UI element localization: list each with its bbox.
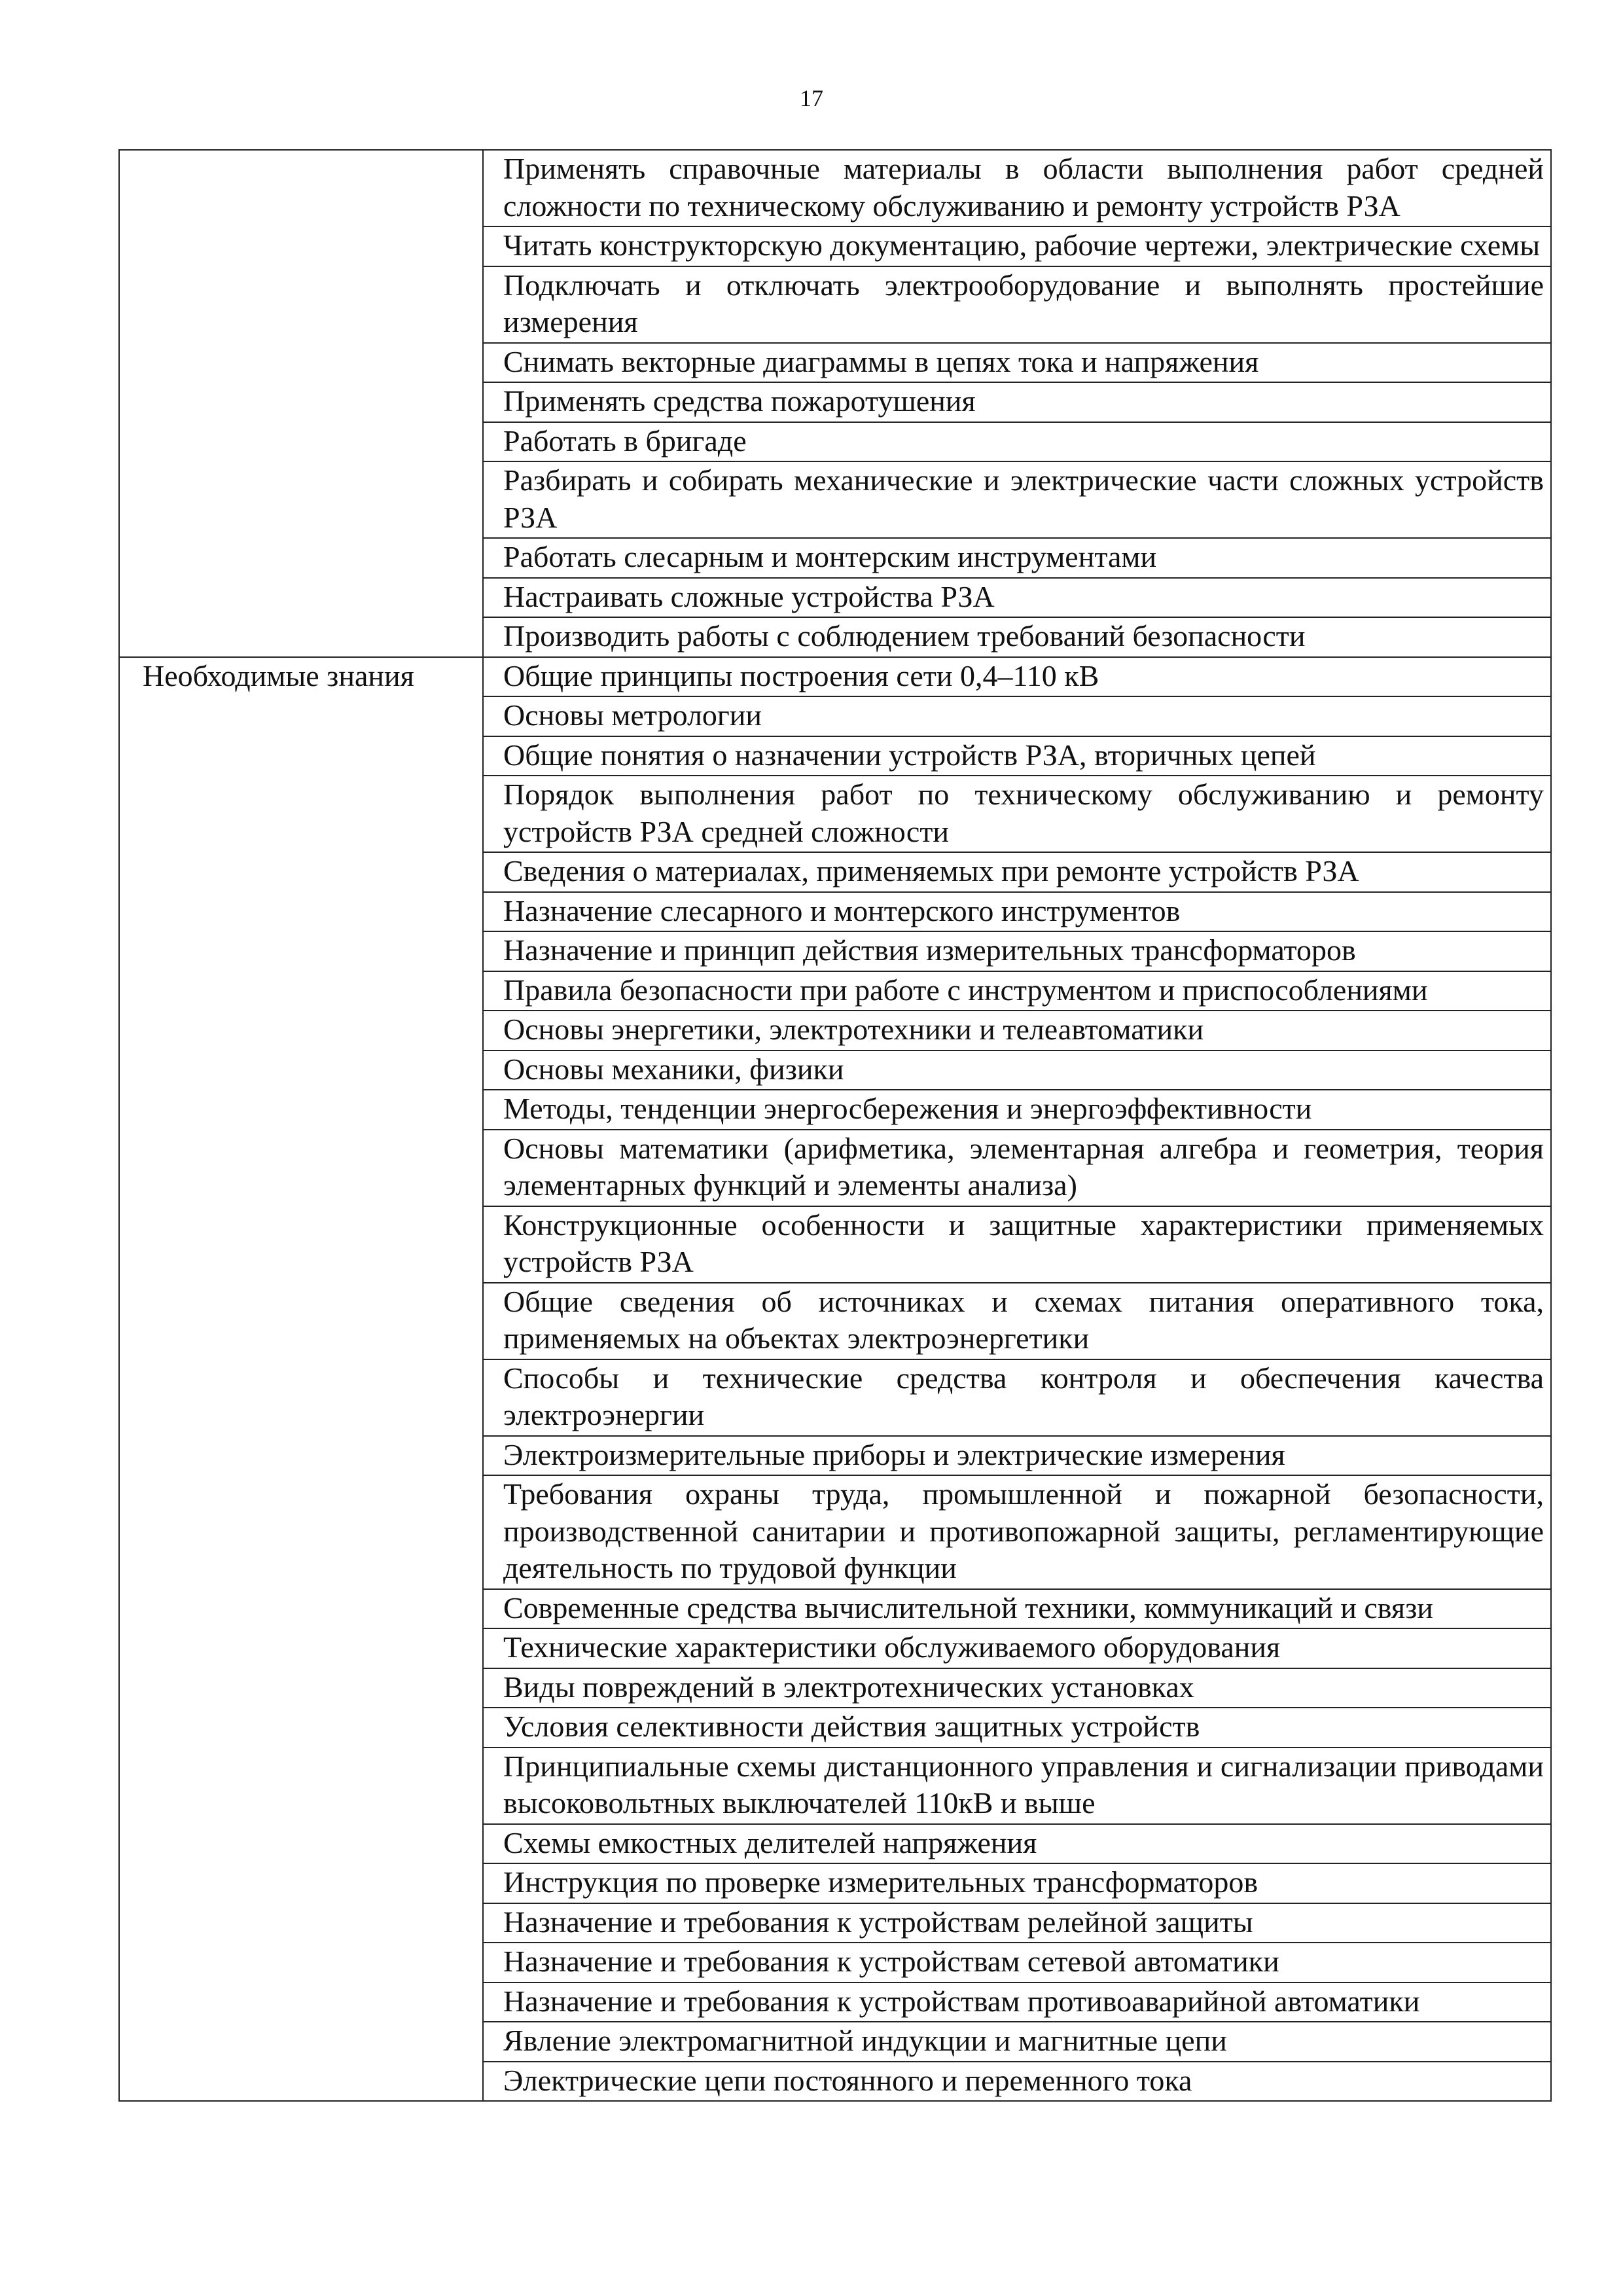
- requirement-item: Назначение и принцип действия измерительных трансформаторов: [483, 931, 1551, 971]
- requirement-item: Основы метрологии: [483, 696, 1551, 736]
- section-label: [119, 150, 483, 657]
- section-label: Необходимые знания: [119, 657, 483, 2102]
- requirement-item: Порядок выполнения работ по техническому обслуживанию и ремонту устройств РЗА средней сложности: [483, 776, 1551, 852]
- requirement-item: Способы и технические средства контроля и обеспечения качества электроэнергии: [483, 1359, 1551, 1436]
- requirement-item: Конструкционные особенности и защитные характеристики применяемых устройств РЗА: [483, 1206, 1551, 1283]
- requirement-item: Сведения о материалах, применяемых при ремонте устройств РЗА: [483, 852, 1551, 892]
- requirement-item: Снимать векторные диаграммы в цепях тока и напряжения: [483, 343, 1551, 383]
- requirement-item: Производить работы с соблюдением требований безопасности: [483, 617, 1551, 657]
- requirement-item: Виды повреждений в электротехнических установках: [483, 1668, 1551, 1708]
- requirement-item: Назначение слесарного и монтерского инструментов: [483, 892, 1551, 932]
- requirement-item: Разбирать и собирать механические и электрические части сложных устройств РЗА: [483, 461, 1551, 538]
- requirement-item: Работать слесарным и монтерским инструментами: [483, 538, 1551, 578]
- requirement-item: Правила безопасности при работе с инструментом и приспособлениями: [483, 971, 1551, 1011]
- requirement-item: Принципиальные схемы дистанционного управления и сигнализации приводами высоковольтных выключателей 110кВ и выше: [483, 1748, 1551, 1824]
- requirements-table: [118, 149, 1552, 2102]
- requirement-item: Инструкция по проверке измерительных трансформаторов: [483, 1863, 1551, 1903]
- requirement-item: Методы, тенденции энергосбережения и энергоэффективности: [483, 1090, 1551, 1130]
- requirement-item: Назначение и требования к устройствам противоаварийной автоматики: [483, 1982, 1551, 2022]
- requirement-item: Применять справочные материалы в области выполнения работ средней сложности по техническому обслуживанию и ремонту устройств РЗА: [483, 150, 1551, 226]
- requirement-item: Основы энергетики, электротехники и телеавтоматики: [483, 1011, 1551, 1050]
- page-number: 17: [800, 85, 823, 111]
- requirement-item: Работать в бригаде: [483, 422, 1551, 462]
- requirement-item: Условия селективности действия защитных устройств: [483, 1708, 1551, 1748]
- requirement-item: Основы математики (арифметика, элементарная алгебра и геометрия, теория элементарных функций и элементы анализа): [483, 1130, 1551, 1206]
- table-row: [119, 150, 1551, 226]
- table-row: [119, 657, 1551, 697]
- requirement-item: Читать конструкторскую документацию, рабочие чертежи, электрические схемы: [483, 226, 1551, 266]
- requirement-item: Общие сведения об источниках и схемах питания оперативного тока, применяемых на объектах электроэнергетики: [483, 1283, 1551, 1359]
- requirement-item: Настраивать сложные устройства РЗА: [483, 578, 1551, 618]
- requirement-item: Современные средства вычислительной техники, коммуникаций и связи: [483, 1589, 1551, 1629]
- requirement-item: Подключать и отключать электрооборудование и выполнять простейшие измерения: [483, 266, 1551, 343]
- requirement-item: Назначение и требования к устройствам релейной защиты: [483, 1903, 1551, 1943]
- requirement-item: Электроизмерительные приборы и электрические измерения: [483, 1436, 1551, 1476]
- requirement-item: Назначение и требования к устройствам сетевой автоматики: [483, 1943, 1551, 1982]
- requirement-item: Требования охраны труда, промышленной и пожарной безопасности, производственной санитарии и противопожарной защиты, регламентирующие деятельность по трудовой функции: [483, 1475, 1551, 1589]
- requirement-item: Общие принципы построения сети 0,4–110 кВ: [483, 657, 1551, 697]
- table-body: [119, 150, 1551, 2101]
- requirement-item: Технические характеристики обслуживаемого оборудования: [483, 1628, 1551, 1668]
- requirement-item: Явление электромагнитной индукции и магнитные цепи: [483, 2022, 1551, 2062]
- requirement-item: Общие понятия о назначении устройств РЗА, вторичных цепей: [483, 736, 1551, 776]
- requirement-item: Схемы емкостных делителей напряжения: [483, 1824, 1551, 1864]
- requirement-item: Применять средства пожаротушения: [483, 382, 1551, 422]
- requirement-item: Основы механики, физики: [483, 1050, 1551, 1090]
- requirement-item: Электрические цепи постоянного и переменного тока: [483, 2062, 1551, 2102]
